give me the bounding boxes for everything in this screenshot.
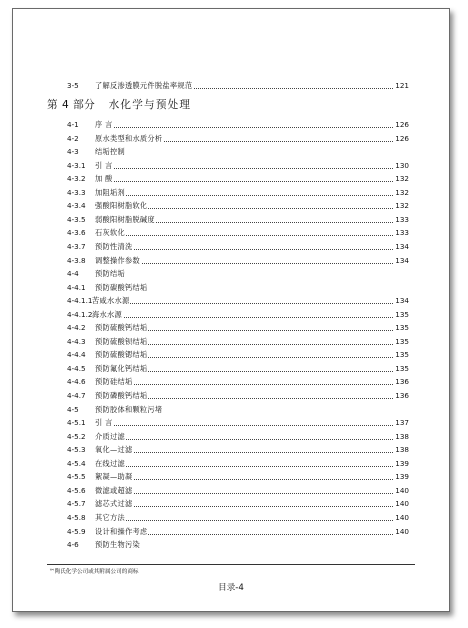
toc-entry-page: 138 (395, 431, 409, 441)
toc-entry-number: 4-5.1 (67, 418, 86, 428)
toc-entry-page: 126 (395, 120, 409, 129)
toc-entry[interactable] (13, 430, 449, 443)
toc-entry-page: 140 (395, 485, 409, 495)
toc-entry-number: 4-4.2 (67, 323, 86, 333)
toc-entry-number: 4-3.6 (67, 228, 86, 238)
toc-entry-title: 序 言 (95, 120, 113, 129)
leader-dots (95, 452, 405, 453)
toc-entry-number: 4-3.8 (67, 255, 86, 265)
toc-entry-number: 4-1 (67, 120, 79, 129)
leader-dots (95, 520, 405, 521)
toc-entry[interactable] (13, 457, 449, 470)
toc-entry[interactable] (13, 308, 449, 321)
toc-entry[interactable] (13, 321, 449, 334)
toc-entry[interactable] (13, 132, 449, 145)
leader-dots (95, 263, 405, 264)
toc-entry[interactable] (13, 267, 449, 280)
toc-entry[interactable] (13, 470, 449, 483)
toc-entry-number: 4-3.4 (67, 201, 86, 211)
toc-entry-title: 结垢控制 (95, 147, 125, 157)
toc-entry-title: 预防硅结垢 (95, 377, 133, 387)
toc-entry-number: 4-6 (67, 540, 79, 549)
toc-entry[interactable] (13, 525, 449, 538)
toc-entry-title: 加阻垢剂 (95, 187, 125, 197)
toc-entry-title: 海水水源 (92, 309, 122, 319)
toc-entry-title: 加 酸 (95, 174, 113, 184)
toc-entry-number: 4-5.7 (67, 499, 86, 509)
leader-dots (95, 168, 405, 169)
toc-entry[interactable] (13, 159, 449, 172)
toc-entry-page: 133 (395, 228, 409, 238)
toc-entry[interactable] (13, 199, 449, 212)
footnote-divider (47, 564, 415, 565)
toc-entry[interactable] (13, 172, 449, 185)
leader-dots (95, 235, 405, 236)
toc-entry[interactable] (13, 348, 449, 361)
toc-entry[interactable] (13, 484, 449, 497)
leader-dots (95, 249, 405, 250)
toc-entry-title: 预防磷酸钙结垢 (95, 391, 148, 400)
toc-entry-title: 预防氟化钙结垢 (95, 363, 148, 373)
toc-entry-title: 调整操作参数 (95, 255, 140, 265)
toc-entry-page: 140 (395, 499, 409, 509)
toc-entry-title: 预防碳酸钙结垢 (95, 282, 148, 292)
toc-entry[interactable] (13, 389, 449, 402)
toc-entry-page: 134 (395, 255, 409, 265)
toc-entry-number: 4-3.7 (67, 241, 86, 251)
toc-entry-page: 126 (395, 133, 409, 143)
leader-dots (95, 181, 405, 182)
leader-dots (95, 384, 405, 385)
toc-entry[interactable] (13, 403, 449, 416)
leader-dots (95, 466, 405, 467)
toc-entry[interactable] (13, 375, 449, 388)
leader-dots (95, 127, 405, 128)
toc-entry-title: 引 言 (95, 160, 113, 170)
toc-entry-page: 132 (395, 187, 409, 197)
toc-entry[interactable] (13, 497, 449, 510)
toc-entry-number: 4-4.1 (67, 282, 86, 292)
leader-dots (95, 479, 405, 480)
leader-dots (95, 317, 405, 318)
leader-dots (95, 506, 405, 507)
toc-entry-page: 135 (395, 336, 409, 346)
toc-entry[interactable] (13, 416, 449, 429)
toc-entry-number: 4-2 (67, 133, 79, 143)
toc-entry[interactable] (13, 240, 449, 253)
toc-entry[interactable] (13, 511, 449, 524)
toc-entry-number: 4-3 (67, 147, 79, 157)
section-heading (47, 98, 191, 112)
toc-entry-title: 滤芯式过滤 (95, 499, 133, 509)
toc-entry-title: 预防生物污染 (95, 540, 140, 549)
toc-entry-number: 3-5 (67, 81, 79, 90)
section-number: 第 4 部分 (47, 99, 96, 111)
toc-entry-number: 4-5.5 (67, 472, 86, 482)
toc-entry-page: 140 (395, 513, 409, 522)
toc-entry-number: 4-5.6 (67, 485, 86, 495)
toc-entry-page: 135 (395, 309, 409, 319)
toc-entry-page: 132 (395, 201, 409, 211)
toc-entry-page: 138 (395, 445, 409, 455)
toc-entry-number: 4-5.8 (67, 513, 86, 522)
toc-entry-title: 了解反渗透膜元件脱盐率规范 (95, 81, 193, 90)
toc-entry-page: 130 (395, 160, 409, 170)
toc-entry-number: 4-4.4 (67, 350, 86, 360)
toc-entry-number: 4-4.1.1 (67, 296, 93, 306)
toc-entry-number: 4-4.5 (67, 363, 86, 373)
toc-entry-title: 设计和操作考虑 (95, 526, 148, 536)
toc-entry[interactable] (13, 226, 449, 239)
toc-entry-title: 其它方法 (95, 513, 125, 522)
toc-entry-title: 引 言 (95, 418, 113, 428)
document-page (12, 8, 450, 612)
leader-dots (95, 303, 405, 304)
toc-entry-title: 预防硫酸钙结垢 (95, 323, 148, 333)
toc-entry-title: 预防胶体和颗粒污堵 (95, 404, 163, 414)
toc-entry-page: 134 (395, 241, 409, 251)
toc-entry-number: 4-3.1 (67, 160, 86, 170)
toc-entry-page: 139 (395, 458, 409, 468)
section-title: 水化学与预处理 (108, 99, 192, 111)
toc-entry-title: 预防性清洗 (95, 241, 133, 251)
toc-entry-title: 石灰软化 (95, 228, 125, 238)
toc-entry-number: 4-5 (67, 404, 79, 414)
leader-dots (95, 195, 405, 196)
toc-entry-number: 4-5.2 (67, 431, 86, 441)
toc-entry-title: 微滤或超滤 (95, 485, 133, 495)
toc-entry-number: 4-5.4 (67, 458, 86, 468)
toc-entry-page: 135 (395, 350, 409, 360)
leader-dots (95, 439, 405, 440)
leader-dots (95, 425, 405, 426)
toc-entry[interactable] (13, 118, 449, 131)
trademark-note: ™陶氏化学公司或其附属公司的商标 (49, 569, 139, 575)
toc-entry-number: 4-4.3 (67, 336, 86, 346)
toc-entry-page: 136 (395, 377, 409, 387)
toc-entry-title: 苦咸水水源 (92, 296, 130, 306)
toc-entry-title: 在线过滤 (95, 458, 125, 468)
toc-entry[interactable] (13, 335, 449, 348)
toc-entry-page: 140 (395, 526, 409, 536)
toc-entry-title: 介质过滤 (95, 431, 125, 441)
toc-entry[interactable] (13, 538, 449, 551)
toc-entry[interactable] (13, 254, 449, 267)
toc-entry-number: 4-3.3 (67, 187, 86, 197)
toc-entry-title: 强酸阳树脂软化 (95, 201, 148, 211)
toc-entry-number: 4-3.2 (67, 174, 86, 184)
toc-entry-number: 4-5.9 (67, 526, 86, 536)
toc-entry-page: 135 (395, 323, 409, 333)
toc-entry-page: 135 (395, 363, 409, 373)
toc-entry-page: 132 (395, 174, 409, 184)
toc-entry-page: 134 (395, 296, 409, 306)
toc-entry[interactable] (13, 443, 449, 456)
toc-entry-number: 4-4.6 (67, 377, 86, 387)
toc-entry-title: 弱酸阳树脂脱碱度 (95, 214, 155, 224)
toc-entry-number: 4-4.7 (67, 391, 86, 400)
toc-entry[interactable] (13, 294, 449, 307)
toc-entry-title: 预防硫酸钡结垢 (95, 336, 148, 346)
leader-dots (95, 493, 405, 494)
toc-entry-number: 4-4 (67, 269, 79, 279)
toc-entry-title: 絮凝—助凝 (95, 472, 133, 482)
toc-entry[interactable] (13, 281, 449, 294)
toc-entry-page: 137 (395, 418, 409, 428)
toc-entry-title: 原水类型和水质分析 (95, 133, 163, 143)
toc-entry-number: 4-5.3 (67, 445, 86, 455)
toc-entry-number: 4-4.1.2 (67, 309, 93, 319)
page-number: 目录-4 (218, 583, 244, 593)
toc-entry-title: 氧化—过滤 (95, 445, 133, 455)
toc-entry-page: 121 (395, 81, 409, 90)
toc-entry[interactable] (13, 186, 449, 199)
toc-entry[interactable] (13, 213, 449, 226)
toc-entry-title: 预防硫酸锶结垢 (95, 350, 148, 360)
toc-entry[interactable] (13, 362, 449, 375)
toc-entry-number: 4-3.5 (67, 214, 86, 224)
toc-entry-title: 预防结垢 (95, 269, 125, 279)
toc-entry[interactable] (13, 79, 449, 92)
toc-entry-page: 136 (395, 391, 409, 400)
toc-entry-page: 139 (395, 472, 409, 482)
toc-entry[interactable] (13, 145, 449, 158)
toc-entry-page: 133 (395, 214, 409, 224)
